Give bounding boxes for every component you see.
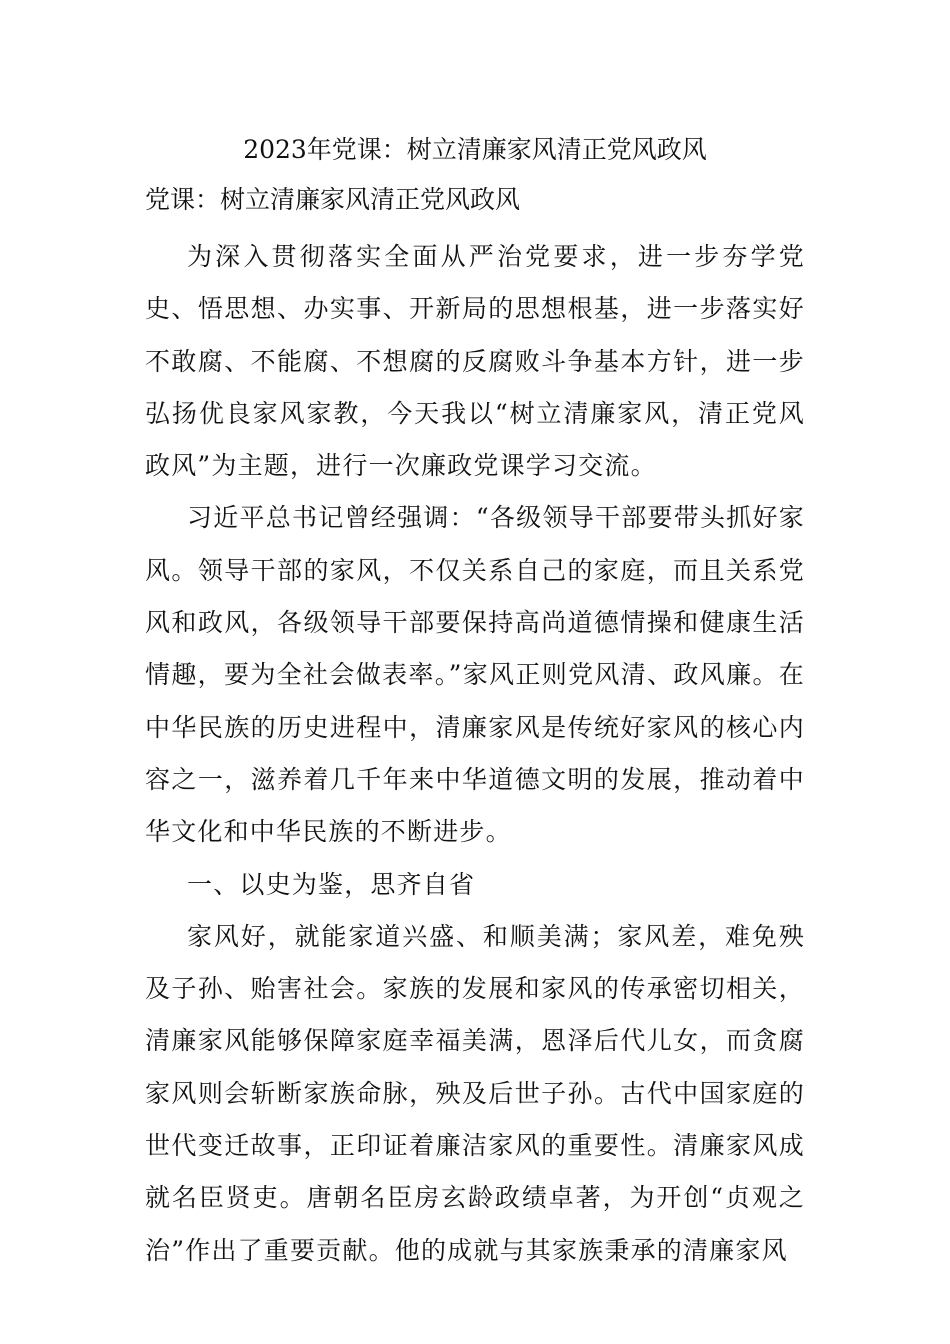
paragraph-section-one: 家风好，就能家道兴盛、和顺美满；家风差，难免殃及子孙、贻害社会。家族的发展和家风的传承密切相关，清廉家风能够保障家庭幸福美满，恩泽后代儿女，而贪腐家风则会斩断家族命脉，殃及后世子孙。古代中国家庭的世代变迁故事，正印证着廉洁家风的重要性。清廉家风成就名臣贤吏。唐朝名臣房玄龄政绩卓著，为开创“贞观之治”作出了重要贡献。他的成就与其家族秉承的清廉家风 (145, 921, 805, 1265)
document-title: 2023年党课：树立清廉家风清正党风政风 (243, 135, 707, 164)
section-heading: 一、以史为鉴，思齐自省 (187, 869, 476, 899)
document-subtitle: 党课：树立清廉家风清正党风政风 (145, 185, 521, 214)
document-body (145, 231, 805, 1277)
paragraph-intro: 为深入贯彻落实全面从严治党要求，进一步夯学党史、悟思想、办实事、开新局的思想根基，进一步落实好不敢腐、不能腐、不想腐的反腐败斗争基本方针，进一步弘扬优良家风家教，今天我以“树立清廉家风，清正党风政风”为主题，进行一次廉政党课学习交流。 (145, 242, 805, 481)
paragraph-quote: 习近平总书记曾经强调：“各级领导干部要带头抓好家风。领导干部的家风，不仅关系自己的家庭，而且关系党风和政风，各级领导干部要保持高尚道德情操和健康生活情趣，要为全社会做表率。”家风正则党风清、政风廉。在中华民族的历史进程中，清廉家风是传统好家风的核心内容之一，滋养着几千年来中华道德文明的发展，推动着中华文化和中华民族的不断进步。 (145, 503, 805, 847)
